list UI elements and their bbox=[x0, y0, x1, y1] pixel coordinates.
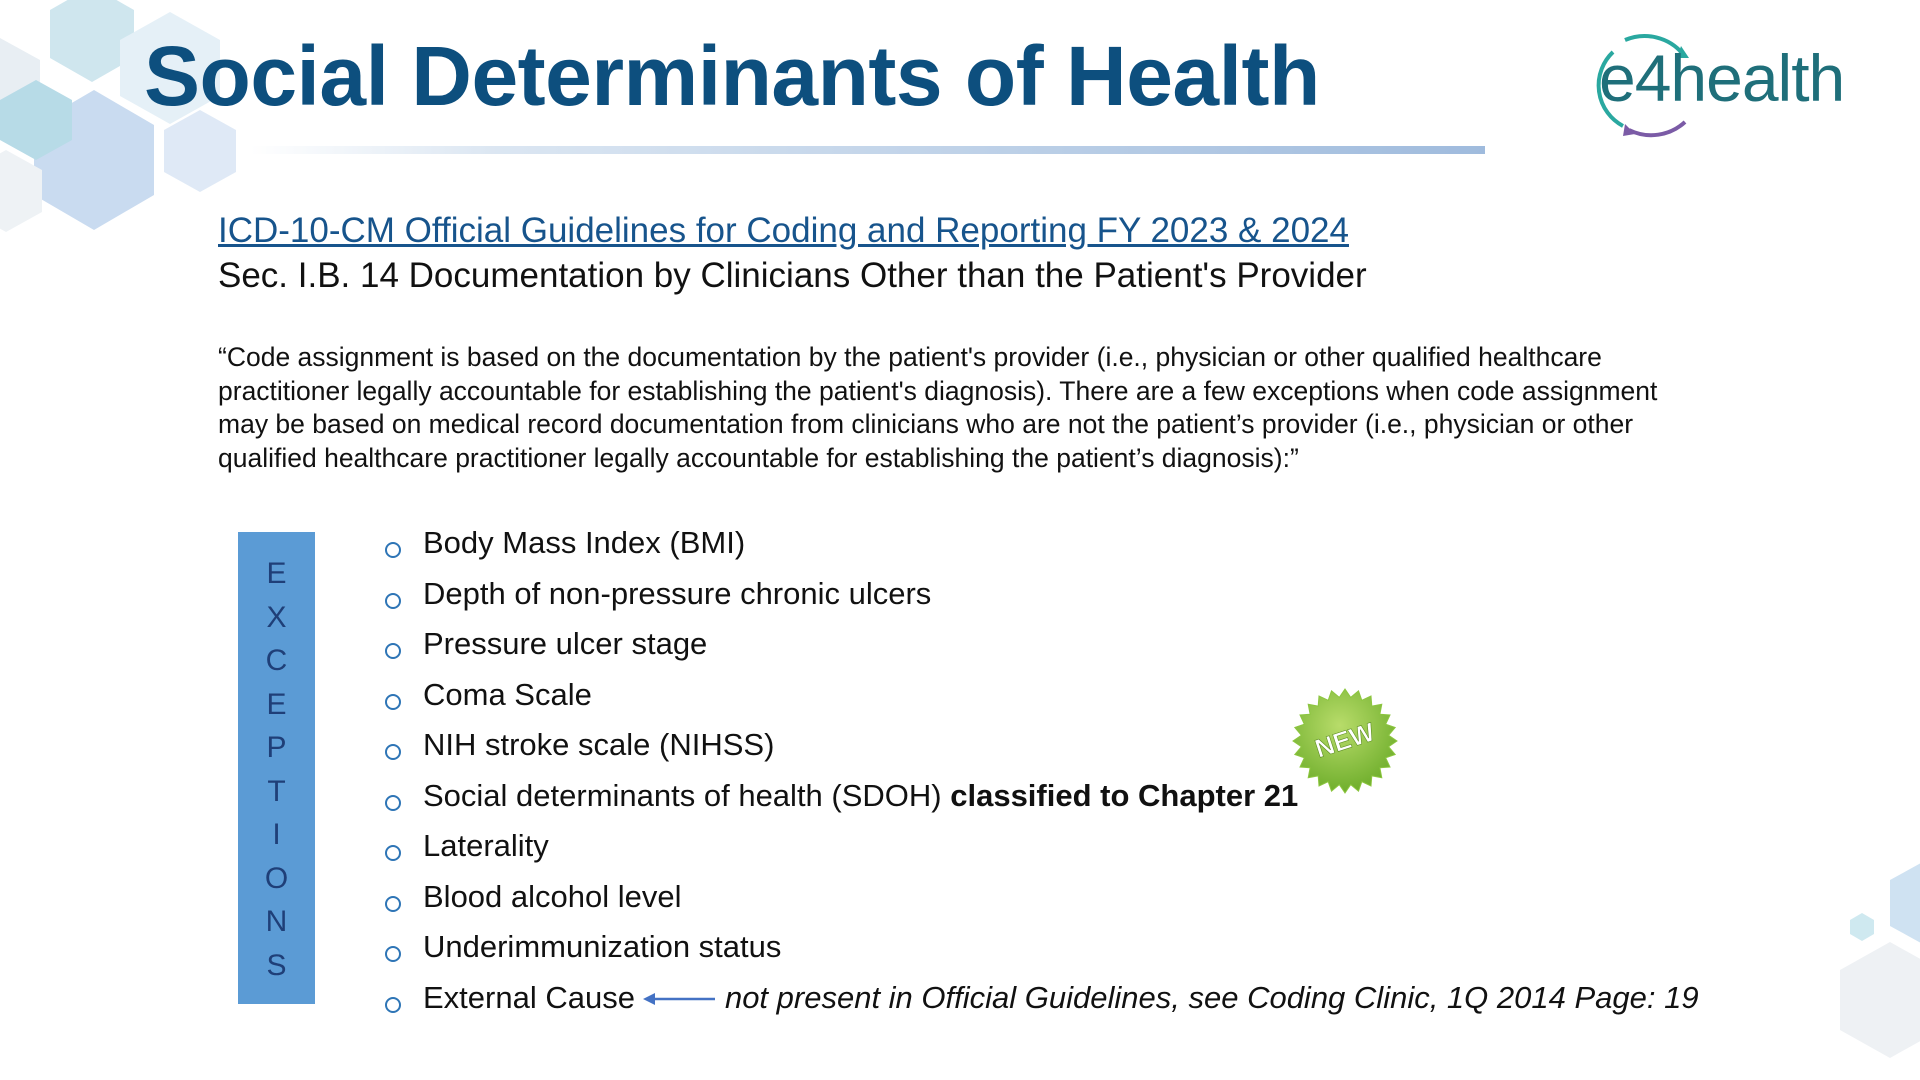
circle-bullet-icon bbox=[385, 795, 401, 811]
exceptions-letter: P bbox=[266, 731, 287, 764]
logo-wordmark: e4health bbox=[1599, 41, 1845, 115]
list-item-label: Body Mass Index (BMI) bbox=[423, 525, 746, 560]
list-item-label: Coma Scale bbox=[423, 676, 592, 712]
exceptions-letter: C bbox=[265, 644, 288, 677]
page-title: Social Determinants of Health bbox=[144, 29, 1320, 123]
list-item bbox=[385, 773, 1699, 824]
exceptions-letter: X bbox=[266, 600, 287, 634]
section-heading: Sec. I.B. 14 Documentation by Clinicians Other than the Patient's Provider bbox=[218, 256, 1367, 295]
list-item bbox=[385, 520, 1699, 571]
new-badge-label: NEW bbox=[1311, 716, 1379, 764]
guidelines-link[interactable]: ICD-10-CM Official Guidelines for Coding and Reporting FY 2023 & 2024 bbox=[218, 211, 1349, 250]
new-starburst-badge bbox=[1290, 686, 1400, 796]
list-item bbox=[385, 874, 1699, 925]
list-item-label: Social determinants of health (SDOH) bbox=[423, 777, 951, 813]
circle-bullet-icon bbox=[385, 643, 401, 659]
list-item-label: Pressure ulcer stage bbox=[423, 626, 708, 661]
list-item bbox=[385, 672, 1699, 723]
exceptions-vertical-label bbox=[238, 532, 315, 1004]
exceptions-letter: S bbox=[266, 948, 287, 982]
external-cause-note: not present in Official Guidelines, see Coding Clinic, 1Q 2014 Page: 19 bbox=[724, 979, 1699, 1015]
exceptions-letter: E bbox=[266, 687, 287, 721]
exceptions-letter: E bbox=[266, 557, 287, 590]
exceptions-letter: O bbox=[264, 861, 289, 895]
exceptions-letter: N bbox=[265, 905, 288, 938]
e4health-logo bbox=[1585, 30, 1865, 140]
circle-bullet-icon bbox=[385, 593, 401, 609]
circle-bullet-icon bbox=[385, 542, 401, 558]
circle-bullet-icon bbox=[385, 997, 401, 1013]
list-item-label: NIH stroke scale (NIHSS) bbox=[423, 727, 775, 762]
exceptions-letter: I bbox=[272, 818, 281, 851]
list-item-label: Underimmunization status bbox=[423, 929, 782, 964]
hexagon-decoration-bottom-right bbox=[1810, 850, 1920, 1080]
list-item bbox=[385, 722, 1699, 773]
circle-bullet-icon bbox=[385, 694, 401, 710]
title-underline-divider bbox=[250, 146, 1485, 154]
circle-bullet-icon bbox=[385, 845, 401, 861]
circle-bullet-icon bbox=[385, 946, 401, 962]
list-item bbox=[385, 571, 1699, 622]
exceptions-list bbox=[385, 520, 1699, 1025]
circle-bullet-icon bbox=[385, 744, 401, 760]
exceptions-letter: T bbox=[267, 774, 286, 808]
left-arrow-icon bbox=[643, 992, 715, 1006]
circle-bullet-icon bbox=[385, 896, 401, 912]
list-item-label: Depth of non-pressure chronic ulcers bbox=[423, 575, 932, 611]
list-item bbox=[385, 975, 1699, 1026]
list-item-label: Laterality bbox=[423, 828, 549, 863]
list-item-label: External Cause bbox=[423, 979, 635, 1015]
list-item bbox=[385, 924, 1699, 975]
list-item bbox=[385, 621, 1699, 672]
list-item bbox=[385, 823, 1699, 874]
list-item-label: Blood alcohol level bbox=[423, 878, 682, 914]
sdoh-chapter-emphasis: classified to Chapter 21 bbox=[950, 777, 1299, 813]
guideline-quote: “Code assignment is based on the documentation by the patient's provider (i.e., physician or other qualified healthcare practitioner legally accountable for establishing the patient's diagnosis). There are a few exceptions when code assignment may be based on medical record documentation from clinicians who are not the patient’s provider (i.e., physician or other qualified healthcare practitioner legally accountable for establishing the patient’s diagnosis):” bbox=[218, 342, 1658, 473]
